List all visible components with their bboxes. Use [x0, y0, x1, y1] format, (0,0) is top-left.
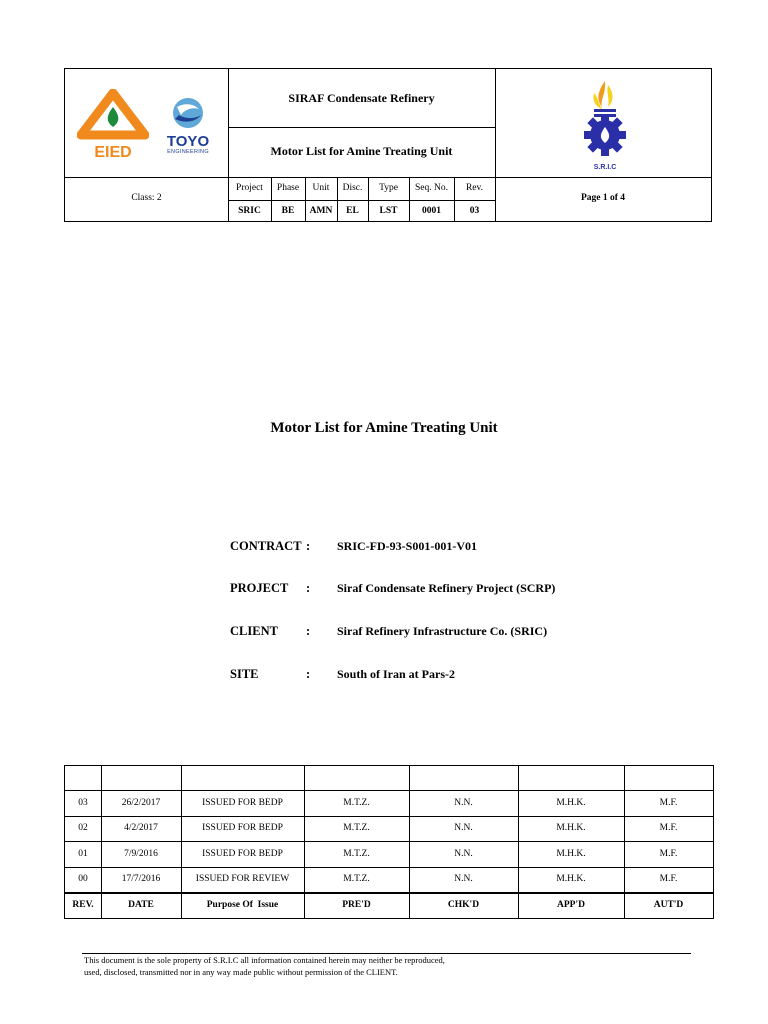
revision-table — [64, 765, 714, 919]
rev-cell: 02 — [78, 823, 88, 833]
chkd-cell: N.N. — [454, 823, 473, 833]
rev-col-divider — [304, 766, 305, 918]
code-value-phase: BE — [281, 206, 295, 216]
autd-cell: M.F. — [659, 823, 678, 833]
purpose-cell: ISSUED FOR BEDP — [202, 849, 283, 859]
site-value: South of Iran at Pars-2 — [337, 667, 456, 681]
rev-col-divider — [181, 766, 182, 918]
site-label: SITE — [230, 667, 259, 681]
rev-row-divider — [65, 790, 713, 791]
contract-colon: : — [306, 539, 311, 553]
code-header-project: Project — [236, 183, 263, 193]
chkd-cell: N.N. — [454, 798, 473, 808]
client-label: CLIENT — [230, 624, 278, 638]
appd-cell: M.H.K. — [556, 849, 586, 859]
rev-cell: 01 — [78, 849, 88, 859]
code-value-rev: 03 — [469, 206, 480, 216]
code-header-unit: Unit — [312, 183, 330, 193]
client-value: Siraf Refinery Infrastructure Co. (SRIC) — [337, 624, 548, 638]
appd-cell: M.H.K. — [556, 874, 586, 884]
rev-col-divider — [518, 766, 519, 918]
purpose-cell: ISSUED FOR REVIEW — [195, 874, 290, 884]
pred-cell: M.T.Z. — [343, 849, 370, 859]
code-header-seq: Seq. No. — [415, 183, 448, 193]
main-title: Motor List for Amine Treating Unit — [270, 420, 498, 436]
appd-cell: M.H.K. — [556, 823, 586, 833]
code-value-disc: EL — [346, 206, 359, 216]
rev-row-divider — [65, 867, 713, 868]
date-cell: 17/7/2016 — [121, 874, 161, 884]
purpose-cell: ISSUED FOR BEDP — [202, 823, 283, 833]
rev-col-divider — [101, 766, 102, 918]
code-header-rev: Rev. — [465, 183, 484, 193]
page-label: Page 1 of 4 — [580, 193, 626, 203]
col-header-date: DATE — [128, 900, 154, 910]
contract-value: SRIC-FD-93-S001-001-V01 — [337, 539, 477, 553]
footer-line-1: This document is the sole property of S.R.I.C all information contained herein may neither be reproduced, — [84, 955, 445, 965]
code-value-type: LST — [379, 206, 398, 216]
autd-cell: M.F. — [659, 874, 678, 884]
rev-row-divider — [65, 841, 713, 842]
client-colon: : — [306, 624, 311, 638]
col-header-chkd: CHK'D — [447, 900, 480, 910]
rev-row-divider — [65, 816, 713, 817]
chkd-cell: N.N. — [454, 874, 473, 884]
header-divider — [65, 177, 711, 178]
project-label: PROJECT — [230, 581, 289, 595]
contract-label: CONTRACT — [230, 539, 302, 553]
toyo-logo-subtext: ENGINEERING — [167, 149, 209, 155]
toyo-logo-text: TOYO — [166, 133, 210, 150]
col-header-pred: PRE'D — [342, 900, 371, 910]
date-cell: 7/9/2016 — [124, 849, 158, 859]
purpose-cell: ISSUED FOR BEDP — [202, 798, 283, 808]
pred-cell: M.T.Z. — [343, 823, 370, 833]
code-header-disc: Disc. — [342, 183, 363, 193]
document-header — [64, 68, 712, 222]
code-value-unit: AMN — [309, 206, 333, 216]
rev-col-divider — [624, 766, 625, 918]
pred-cell: M.T.Z. — [343, 798, 370, 808]
doc-title: Motor List for Amine Treating Unit — [270, 144, 453, 158]
header-divider — [228, 127, 495, 128]
rev-row-divider — [65, 892, 713, 894]
col-header-purpose: Purpose Of Issue — [206, 900, 279, 910]
date-cell: 26/2/2017 — [121, 798, 161, 808]
eied-logo-text: EIED — [94, 144, 132, 161]
chkd-cell: N.N. — [454, 849, 473, 859]
col-header-rev: REV. — [72, 900, 94, 910]
sric-logo — [572, 79, 638, 171]
code-value-project: SRIC — [238, 206, 261, 216]
company-title: SIRAF Condensate Refinery — [288, 91, 435, 105]
site-colon: : — [306, 667, 311, 681]
project-value: Siraf Condensate Refinery Project (SCRP) — [337, 581, 556, 595]
col-header-appd: APP'D — [557, 900, 585, 910]
project-colon: : — [306, 581, 311, 595]
rev-cell: 03 — [78, 798, 88, 808]
sric-logo-text: S.R.I.C — [593, 164, 617, 171]
code-header-phase: Phase — [276, 183, 300, 193]
footer-line-2: used, disclosed, transmitted nor in any way made public without permission of the CLIENT. — [84, 967, 398, 977]
code-value-seq: 0001 — [422, 206, 441, 216]
col-header-autd: AUT'D — [653, 900, 684, 910]
rev-col-divider — [409, 766, 410, 918]
autd-cell: M.F. — [659, 798, 678, 808]
pred-cell: M.T.Z. — [343, 874, 370, 884]
code-header-type: Type — [379, 183, 398, 193]
eied-logo — [77, 89, 149, 161]
rev-cell: 00 — [78, 874, 88, 884]
date-cell: 4/2/2017 — [124, 823, 158, 833]
autd-cell: M.F. — [659, 849, 678, 859]
toyo-logo — [159, 97, 217, 157]
appd-cell: M.H.K. — [556, 798, 586, 808]
class-label: Class: 2 — [131, 193, 162, 203]
